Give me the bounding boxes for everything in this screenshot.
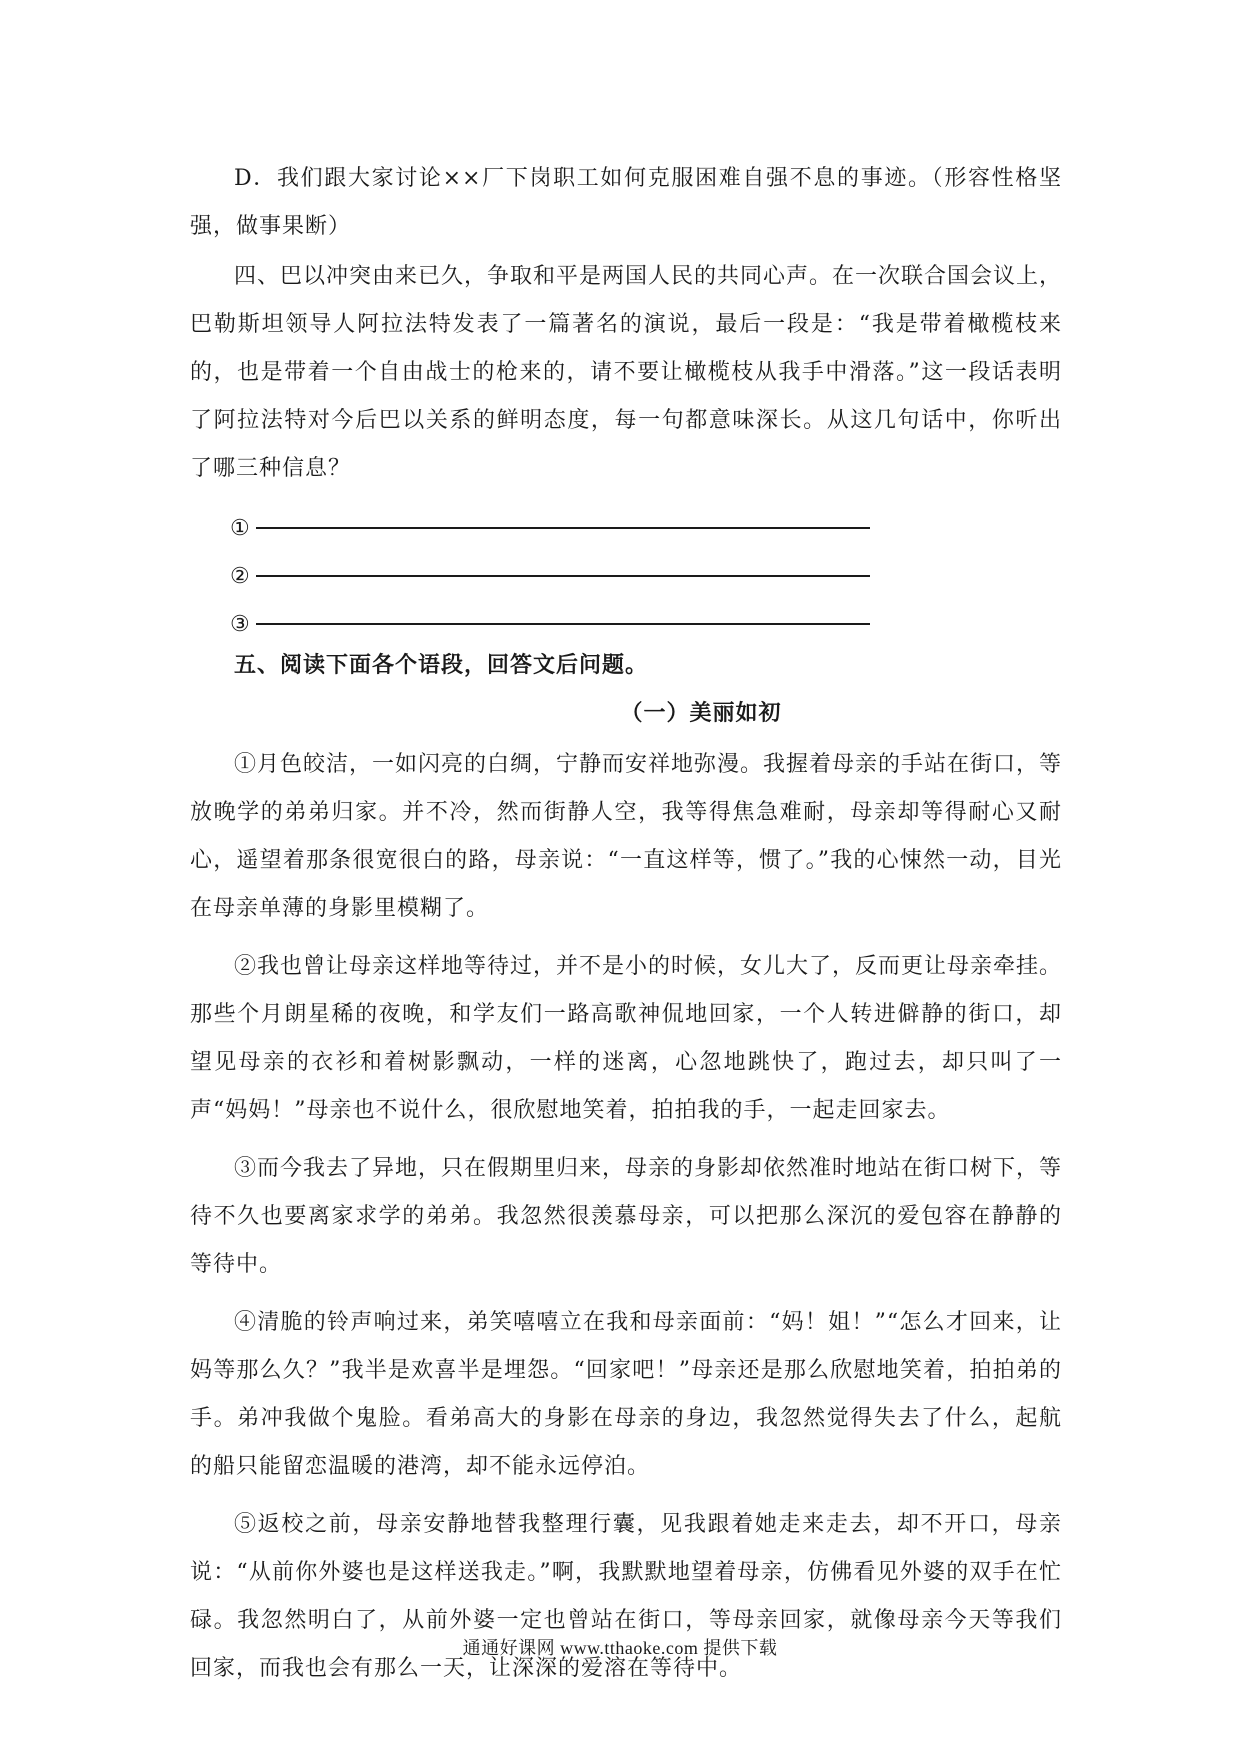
passage-paragraph-2: ②我也曾让母亲这样地等待过，并不是小的时候，女儿大了，反而更让母亲牵挂。那些个月朗星稀的夜晚，和学友们一路高歌神侃地回家，一个人转进僻静的街口，却望见母亲的衣衫和着树影飘动，一样的迷离，心忽地跳快了，跑过去，却只叫了一声“妈妈！”母亲也不说什么，很欣慰地笑着，拍拍我的手，一起走回家去。: [190, 954, 1063, 1123]
answer-blank-1[interactable]: [256, 527, 870, 529]
section-5-heading: 五、阅读下面各个语段，回答文后问题。: [234, 652, 649, 678]
answer-number-1: ①: [230, 516, 250, 541]
answer-number-2: ②: [230, 564, 250, 589]
passage-title: （一）美丽如初: [620, 700, 782, 726]
answer-line-1[interactable]: [190, 493, 1062, 541]
passage-paragraph-4: ④清脆的铃声响过来，弟笑嘻嘻立在我和母亲面前：“妈！姐！”“怎么才回来，让妈等那么久？”我半是欢喜半是埋怨。“回家吧！”母亲还是那么欣慰地笑着，拍拍弟的手。弟冲我做个鬼脸。看弟高大的身影在母亲的身边，我忽然觉得失去了什么，起航的船只能留恋温暖的港湾，却不能永远停泊。: [190, 1310, 1062, 1479]
passage-paragraph-1: ①月色皎洁，一如闪亮的白绸，宁静而安祥地弥漫。我握着母亲的手站在街口，等放晚学的弟弟归家。并不冷，然而街静人空，我等得焦急难耐，母亲却等得耐心又耐心，遥望着那条很宽很白的路，母亲说：“一直这样等，惯了。”我的心悚然一动，目光在母亲单薄的身影里模糊了。: [190, 752, 1063, 921]
page-content: [190, 155, 1062, 1703]
answer-blank-3[interactable]: [256, 623, 870, 625]
question-4-text: 四、巴以冲突由来已久，争取和平是两国人民的共同心声。在一次联合国会议上，巴勒斯坦领导人阿拉法特发表了一篇著名的演说，最后一段是：“我是带着橄榄枝来的，也是带着一个自由战士的枪来的，请不要让橄榄枝从我手中滑落。”这一段话表明了阿拉法特对今后巴以关系的鲜明态度，每一句都意味深长。从这几句话中，你听出了哪三种信息？: [190, 264, 1063, 481]
passage-paragraph-3: ③而今我去了异地，只在假期里归来，母亲的身影却依然准时地站在街口树下，等待不久也要离家求学的弟弟。我忽然很羡慕母亲，可以把那么深沉的爱包容在静静的等待中。: [190, 1156, 1063, 1277]
passage-paragraph-5: ⑤返校之前，母亲安静地替我整理行囊，见我跟着她走来走去，却不开口，母亲说：“从前你外婆也是这样送我走。”啊，我默默地望着母亲，仿佛看见外婆的双手在忙碌。我忽然明白了，从前外婆一定也曾站在街口，等母亲回家，就像母亲今天等我们回家，而我也会有那么一天，让深深的爱溶在等待中。: [190, 1512, 1062, 1681]
answer-line-3[interactable]: [190, 589, 1062, 637]
page-footer: 通通好课网 www.tthaoke.com 提供下载: [462, 1638, 778, 1658]
question-d-text: D．我们跟大家讨论××厂下岗职工如何克服困难自强不息的事迹。（形容性格坚强，做事果断）: [190, 166, 1062, 239]
answer-blank-2[interactable]: [256, 575, 870, 577]
answer-number-3: ③: [230, 612, 250, 637]
answer-line-2[interactable]: [190, 541, 1062, 589]
